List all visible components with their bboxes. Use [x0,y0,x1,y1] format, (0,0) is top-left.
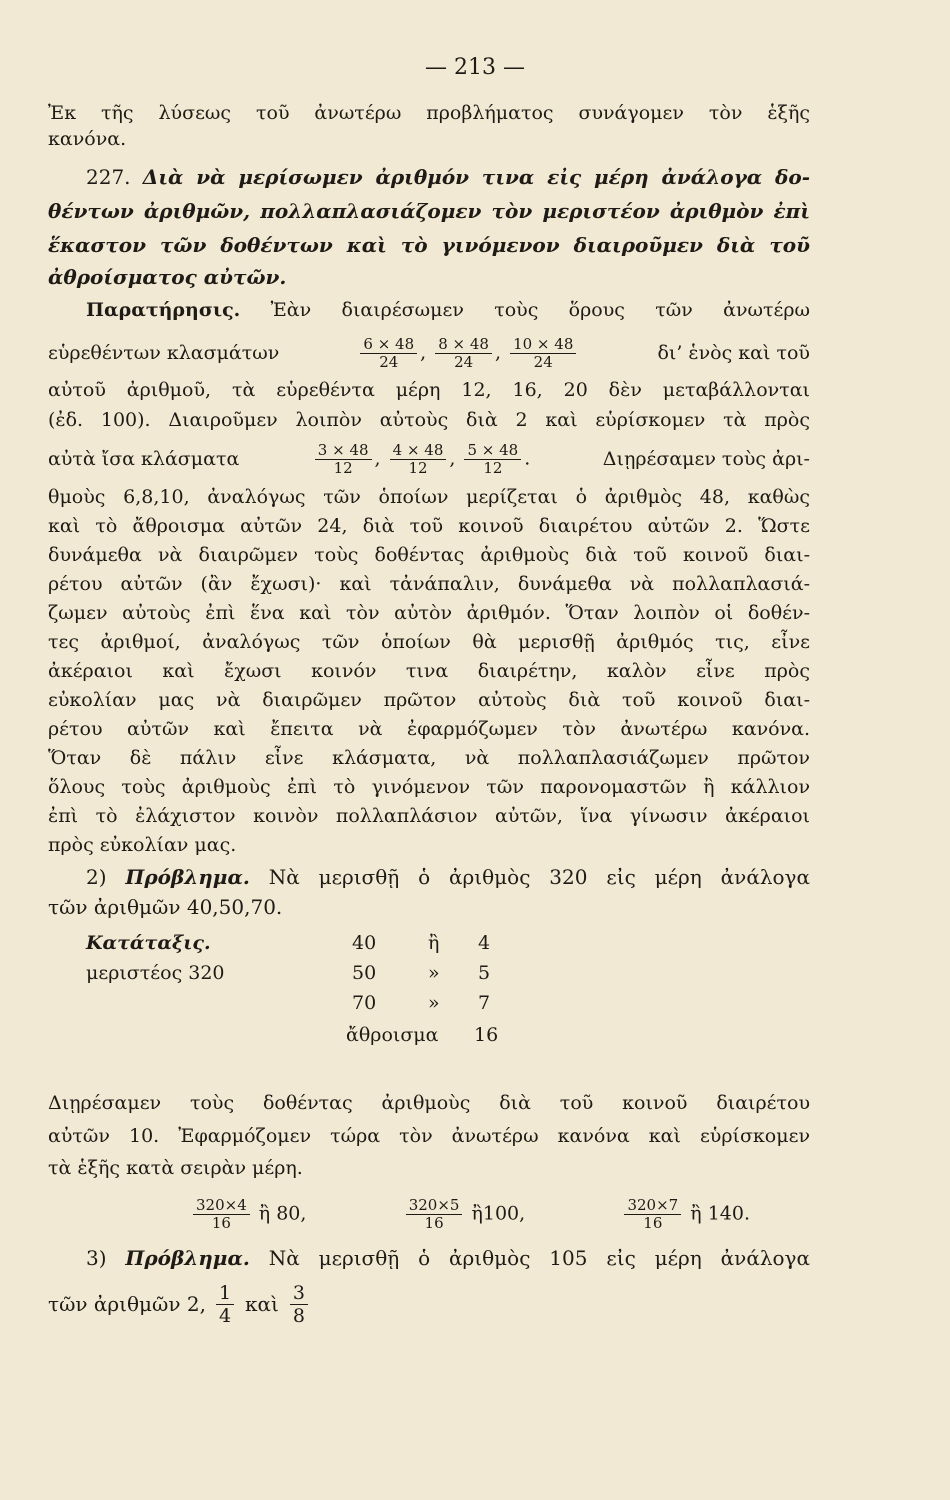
intro-line-2: κανόνα. [48,128,127,150]
remark-text-5b: Διῃρέσαμεν τοὺς ἀρι- [602,448,810,470]
sum-value: 16 [474,1024,499,1046]
problem-2-line-5: τὰ ἑξῆς κατὰ σειρὰν μέρη. [48,1157,303,1179]
fraction: $\frac{5 \times 48}{12}$ [464,442,521,477]
remark-line-16: ὅλους τοὺς ἀριθμοὺς ἐπὶ τὸ γινόμενον τῶν παρονομαστῶν ἢ κάλλιον [48,776,810,798]
rule-number: 227. [86,165,131,189]
fraction: $\frac{320\times 4}{16}$ [193,1197,250,1232]
table-row-1-a: 40 [352,932,377,954]
remark-line-3: αὐτοῦ ἀριθμοῦ, τὰ εὑρεθέντα μέρη 12, 16, 20 δὲν μεταβάλλονται [48,379,810,401]
fraction: $\frac{320\times 7}{16}$ [624,1197,681,1232]
intro-line-1: Ἐκ τῆς λύσεως τοῦ ἀνωτέρω προβλήματος συνάγομεν τὸν ἑξῆς [48,102,810,124]
problem-2-line-4: αὐτῶν 10. Ἐφαρμόζομεν τώρα τὸν ἀνωτέρω κανόνα καὶ εὑρίσκομεν [48,1125,810,1147]
problem-3-text-2b: καὶ [245,1292,279,1316]
remark-line-9: ρέτου αὐτῶν (ἂν ἔχωσι)· καὶ τἀνάπαλιν, δυνάμεθα νὰ πολλαπλασιά- [48,573,810,595]
rule-227-line-1 [86,164,810,190]
remark-line-17: ἐπὶ τὸ ἐλάχιστον κοινὸν πολλαπλάσιον αὐτῶν, ἵνα γίνωσιν ἀκέραιοι [48,805,810,827]
remark-line-7: καὶ τὸ ἄθροισμα αὐτῶν 24, διὰ τοῦ κοινοῦ διαιρέτου αὐτῶν 2. Ὥστε [48,515,810,537]
problem-2-line-1 [86,864,810,890]
problem-3-line-1 [86,1245,810,1271]
remark-line-11: τες ἀριθμοί, ἀναλόγως τῶν ὁποίων θὰ μερισθῇ ἀριθμός τις, εἶνε [48,631,810,653]
fraction: $\frac{1}{4}$ [216,1282,234,1327]
sum-label: ἄθροισμα [346,1024,439,1046]
problem-3-text-1: Νὰ μερισθῇ ὁ ἀριθμὸς 105 εἰς μέρη ἀνάλογα [268,1246,810,1270]
remark-line-13: εὐκολίαν μας νὰ διαιρῶμεν πρῶτον αὐτοὺς διὰ τοῦ κοινοῦ διαι- [48,689,810,711]
fraction-group-1: $\frac{6 \times 48}{24}$ , $\frac{8 \times 48}{24}$ , $\frac{10 \times 48}{24}$ [357,336,579,371]
table-row-1-sep: ἢ [428,932,440,954]
fraction-group-2: $\frac{3 \times 48}{12}$ , $\frac{4 \times 48}{12}$ , $\frac{5 \times 48}{12}$ . [312,442,530,477]
rule-text-1: Διὰ νὰ μερίσωμεν ἀριθμόν τινα εἰς μέρη ἀνάλογα δο- [142,165,811,189]
fraction: $\frac{320\times 5}{16}$ [406,1197,463,1232]
fraction: $\frac{8 \times 48}{24}$ [435,336,492,371]
remark-line-14: ρέτου αὐτῶν καὶ ἔπειτα νὰ ἐφαρμόζωμεν τὸν ἀνωτέρω κανόνα. [48,718,810,740]
remark-text-1: Ἐὰν διαιρέσωμεν τοὺς ὅρους τῶν ἀνωτέρω [270,299,810,321]
result-3: $\frac{320\times 7}{16}$ ἢ 140. [621,1197,750,1232]
remark-text-5a: αὐτὰ ἴσα κλάσματα [48,448,240,470]
remark-line-5 [48,436,810,482]
rule-227-line-3: ἕκαστον τῶν δοθέντων καὶ τὸ γινόμενον διαιροῦμεν διὰ τοῦ [48,233,810,257]
rule-227-line-2: θέντων ἀριθμῶν, πολλαπλασιάζομεν τὸν μεριστέον ἀριθμὸν ἐπὶ [48,199,810,223]
table-row-3-a: 70 [352,992,377,1014]
table-row-2-sep: » [428,962,440,984]
table-row-2-a: 50 [352,962,377,984]
remark-line-4: (ἐδ. 100). Διαιροῦμεν λοιπὸν αὐτοὺς διὰ 2 καὶ εὑρίσκομεν τὰ πρὸς [48,409,810,431]
remark-line-12: ἀκέραιοι καὶ ἔχωσι κοινόν τινα διαιρέτην, καλὸν εἶνε πρὸς [48,660,810,682]
problem-3-text-2a: τῶν ἀριθμῶν 2, [48,1292,206,1316]
fraction: $\frac{10 \times 48}{24}$ [510,336,576,371]
table-row-1-b: 4 [478,932,491,954]
remark-line-6: θμοὺς 6,8,10, ἀναλόγως τῶν ὁποίων μερίζεται ὁ ἀριθμὸς 48, καθὼς [48,486,810,508]
problem-2-label: Πρόβλημα. [125,865,250,889]
remark-line-15: Ὅταν δὲ πάλιν εἶνε κλάσματα, νὰ πολλαπλασιάζωμεν πρῶτον [48,747,810,769]
problem-3-line-2 [48,1276,810,1332]
rule-227-line-4: ἀθροίσματος αὐτῶν. [48,265,287,289]
table-row-2-b: 5 [478,962,491,984]
dividend-label: μεριστέος 320 [86,962,225,984]
remark-text-2a: εὑρεθέντων κλασμάτων [48,342,280,364]
fraction: $\frac{6 \times 48}{24}$ [360,336,417,371]
remark-line-10: ζωμεν αὐτοὺς ἐπὶ ἕνα καὶ τὸν αὐτὸν ἀριθμόν. Ὅταν λοιπὸν οἱ δοθέν- [48,602,810,624]
remark-line-1 [86,297,810,323]
remark-heading: Παρατήρησις. [86,299,241,321]
result-2: $\frac{320\times 5}{16}$ ἢ100, [403,1197,526,1232]
table-row-3-b: 7 [478,992,491,1014]
arrangement-heading: Κατάταξις. [86,932,211,954]
remark-line-2 [48,330,810,376]
problem-2-number: 2) [86,865,107,889]
table-row-3-sep: » [428,992,440,1014]
problem-3-number: 3) [86,1246,107,1270]
remark-text-2b: δι’ ἑνὸς καὶ τοῦ [657,342,810,364]
result-1: $\frac{320\times 4}{16}$ ἢ 80, [190,1197,306,1232]
fraction: $\frac{3}{8}$ [290,1282,308,1327]
problem-3-label: Πρόβλημα. [125,1246,250,1270]
results-line [190,1188,750,1240]
fraction: $\frac{4 \times 48}{12}$ [390,442,447,477]
problem-2-line-2: τῶν ἀριθμῶν 40,50,70. [48,895,283,919]
page-number: — 213 — [425,55,525,80]
fraction: $\frac{3 \times 48}{12}$ [315,442,372,477]
remark-line-8: δυνάμεθα νὰ διαιρῶμεν τοὺς δοθέντας ἀριθμοὺς διὰ τοῦ κοινοῦ διαι- [48,544,810,566]
arrangement-table [0,928,950,1058]
remark-line-18: πρὸς εὐκολίαν μας. [48,834,237,856]
problem-2-line-3: Διῃρέσαμεν τοὺς δοθέντας ἀριθμοὺς διὰ τοῦ κοινοῦ διαιρέτου [48,1092,810,1114]
problem-2-text-1: Νὰ μερισθῇ ὁ ἀριθμὸς 320 εἰς μέρη ἀνάλογα [268,865,810,889]
